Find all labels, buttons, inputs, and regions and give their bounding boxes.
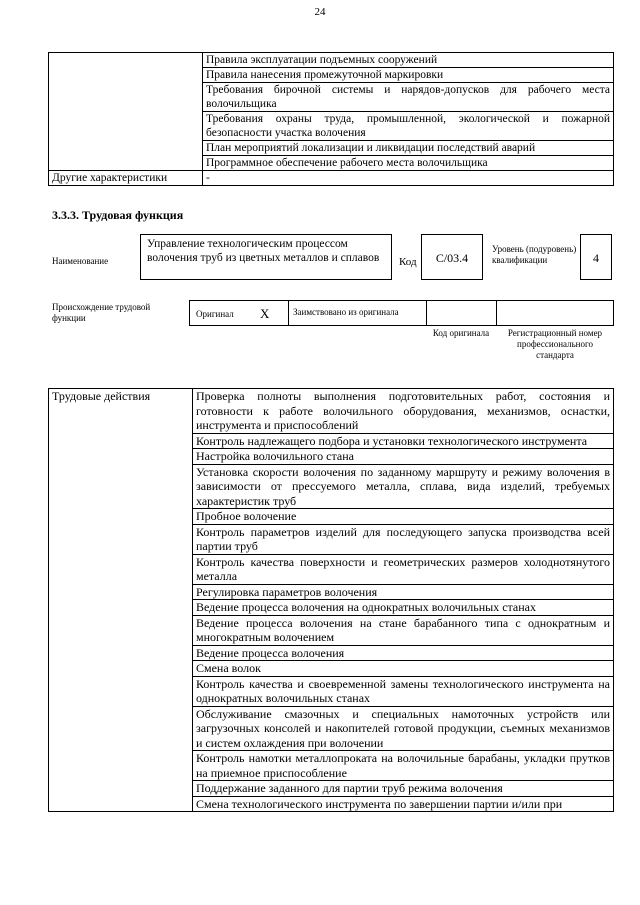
origin-label: Происхождение трудовой функции <box>52 302 151 323</box>
labor-action-row: Ведение процесса волочения на однократных волочильных станах <box>193 600 614 616</box>
original-cell <box>189 300 289 326</box>
original-label: Оригинал <box>196 309 234 319</box>
section-title: 3.3.3. Трудовая функция <box>52 208 184 222</box>
level-label: Уровень (подуровень) квалификации <box>492 244 577 265</box>
reg-number-label: Регистрационный номер профессионального стандарта <box>507 328 603 360</box>
labor-action-row: Контроль намотки металлопроката на волочильные барабаны, укладки прутков на приемное приспособление <box>193 751 614 781</box>
name-value: Управление технологическим процессом волочения труб из цветных металлов и сплавов <box>140 234 392 280</box>
labor-action-row: Установка скорости волочения по заданному маршруту и режиму волочения в зависимости от прессуемого металла, сплава, вида изделий, требуемых характеристик труб <box>193 464 614 509</box>
knowledge-left-cell <box>49 53 203 171</box>
labor-action-row: Контроль качества поверхности и геометрических размеров холоднотянутого металла <box>193 554 614 584</box>
labor-action-row: Контроль параметров изделий для последующего запуска производства всей партии труб <box>193 524 614 554</box>
knowledge-row: Требования охраны труда, промышленной, экологической и пожарной безопасности участка волочения <box>203 112 614 141</box>
labor-action-row: Пробное волочение <box>193 509 614 525</box>
code-value: C/03.4 <box>421 234 483 280</box>
labor-action-row: Регулировка параметров волочения <box>193 584 614 600</box>
labor-action-row: Обслуживание смазочных и специальных намоточных устройств или загрузочных консолей и накопителей готовой продукции, съемных механизмов и систем охлаждения при волочении <box>193 706 614 751</box>
knowledge-row: Правила нанесения промежуточной маркировки <box>203 68 614 83</box>
labor-action-row: Контроль качества и своевременной замены технологического инструмента на однократных волочильных станах <box>193 676 614 706</box>
labor-action-row: Смена технологического инструмента по завершении партии и/или при <box>193 796 614 812</box>
labor-action-row: Поддержание заданного для партии труб режима волочения <box>193 781 614 797</box>
knowledge-table <box>48 52 614 186</box>
reg-number-cell <box>496 300 614 326</box>
other-characteristics-value: - <box>203 171 614 186</box>
other-characteristics-label: Другие характеристики <box>49 171 203 186</box>
code-original-label: Код оригинала <box>432 328 490 338</box>
labor-action-row: Настройка волочильного стана <box>193 449 614 465</box>
labor-action-row: Ведение процесса волочения <box>193 645 614 661</box>
knowledge-row: План мероприятий локализации и ликвидации последствий аварий <box>203 141 614 156</box>
labor-action-row: Контроль надлежащего подбора и установки технологического инструмента <box>193 433 614 449</box>
code-original-cell <box>426 300 497 326</box>
knowledge-row: Программное обеспечение рабочего места волочильщика <box>203 156 614 171</box>
page-number: 24 <box>314 6 326 18</box>
knowledge-row: Требования бирочной системы и нарядов-допусков для рабочего места волочильщика <box>203 83 614 112</box>
level-value: 4 <box>580 234 612 280</box>
labor-action-row: Смена волок <box>193 661 614 677</box>
labor-actions-label: Трудовые действия <box>49 389 193 812</box>
name-label: Наименование <box>52 256 109 266</box>
borrowed-label: Заимствовано из оригинала <box>293 307 399 317</box>
borrowed-cell <box>288 300 427 326</box>
knowledge-row: Правила эксплуатации подъемных сооружений <box>203 53 614 68</box>
labor-actions-table <box>48 388 614 812</box>
labor-action-row: Проверка полноты выполнения подготовительных работ, состояния и готовности к работе волочильного оборудования, механизмов, оснастки, инструмента и приспособлений <box>193 389 614 434</box>
labor-action-row: Ведение процесса волочения на стане барабанного типа с однократным и многократным волочением <box>193 615 614 645</box>
original-mark: X <box>260 306 270 321</box>
code-label: Код <box>399 256 417 268</box>
